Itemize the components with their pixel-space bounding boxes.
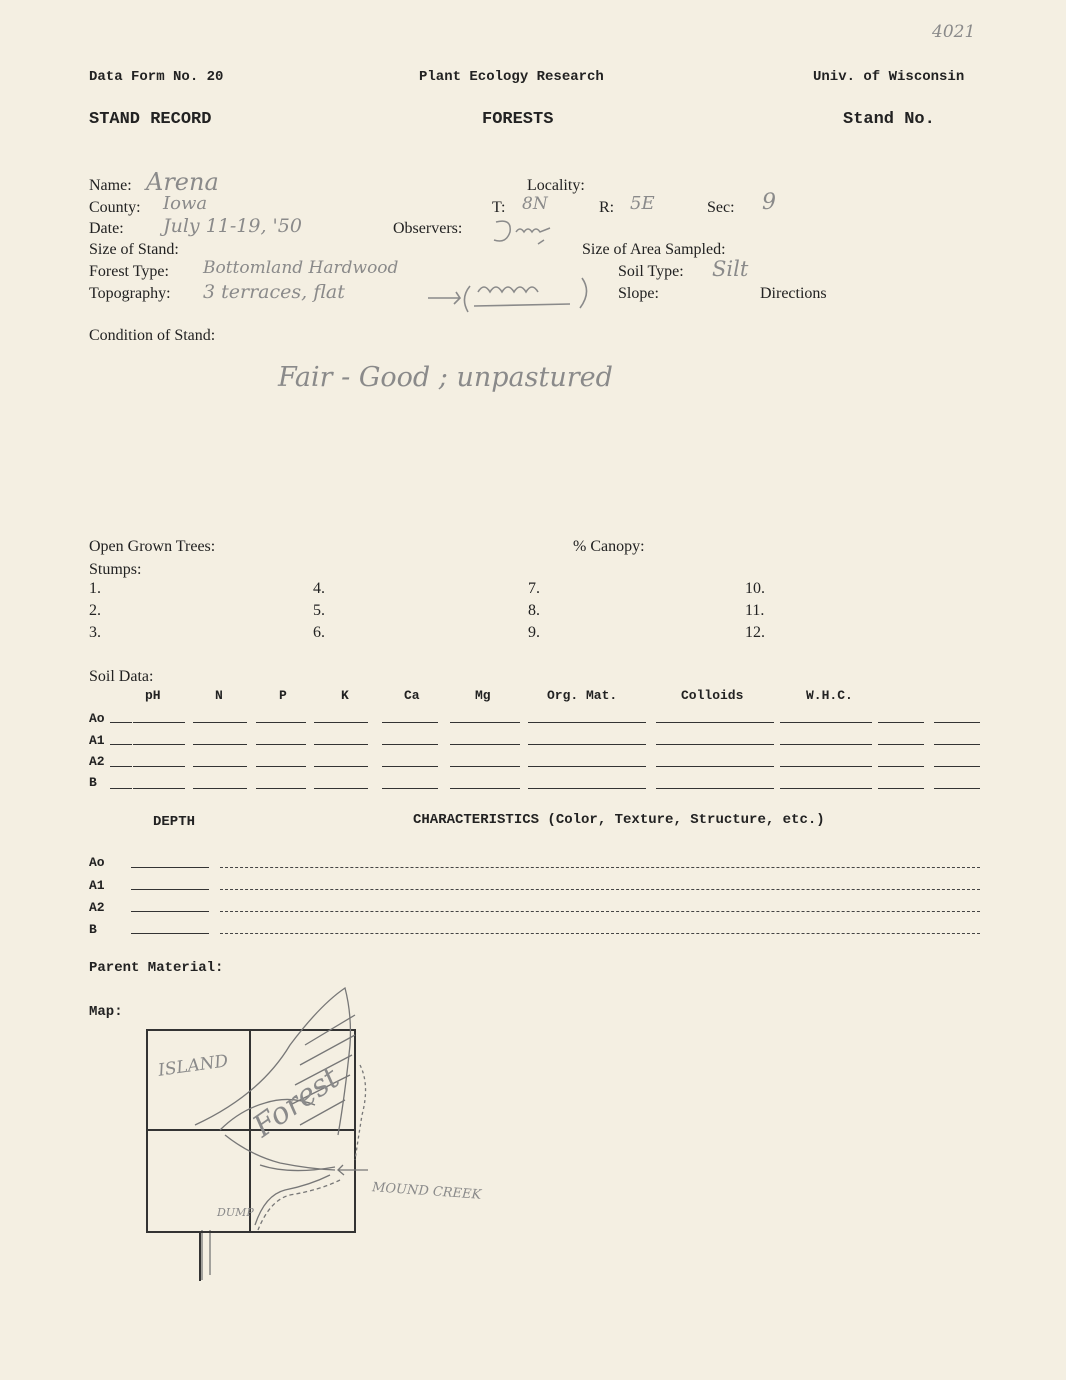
stump-number: 2. bbox=[89, 602, 101, 619]
soil-blank-line bbox=[110, 744, 132, 745]
stumps-label: Stumps: bbox=[89, 561, 142, 578]
soil-blank-line bbox=[934, 722, 980, 723]
map-label: Map: bbox=[89, 1004, 123, 1020]
depth-label: DEPTH bbox=[153, 814, 196, 830]
soil-row-label: A1 bbox=[89, 733, 105, 748]
township-value: 8N bbox=[522, 194, 548, 214]
soil-blank-line bbox=[528, 766, 646, 767]
soil-blank-line bbox=[256, 722, 306, 723]
stump-number: 9. bbox=[528, 624, 540, 641]
soil-col-colloids: Colloids bbox=[681, 688, 744, 703]
soil-blank-line bbox=[256, 744, 306, 745]
soil-data-label: Soil Data: bbox=[89, 668, 154, 685]
soil-blank-line bbox=[256, 766, 306, 767]
soil-row-label: B bbox=[89, 775, 97, 790]
soil-blank-line bbox=[780, 766, 872, 767]
university: Univ. of Wisconsin bbox=[813, 69, 965, 85]
section-label: Sec: bbox=[707, 199, 735, 216]
soil-blank-line bbox=[382, 722, 438, 723]
name-label: Name: bbox=[89, 177, 132, 194]
soil-blank-line bbox=[314, 788, 368, 789]
range-value: 5E bbox=[630, 193, 655, 214]
depth-row-label: A1 bbox=[89, 878, 105, 893]
range-label: R: bbox=[599, 199, 615, 216]
forest-type-value: Bottomland Hardwood bbox=[203, 258, 399, 278]
depth-row-label: B bbox=[89, 922, 97, 937]
size-of-stand-label: Size of Stand: bbox=[89, 241, 179, 258]
map-label-creek: MOUND CREEK bbox=[371, 1180, 482, 1203]
soil-blank-line bbox=[133, 744, 185, 745]
parent-material-label: Parent Material: bbox=[89, 960, 224, 976]
soil-col-whc: W.H.C. bbox=[806, 688, 853, 703]
soil-type-label: Soil Type: bbox=[618, 263, 684, 280]
soil-blank-line bbox=[382, 744, 438, 745]
soil-blank-line bbox=[934, 744, 980, 745]
stump-number: 7. bbox=[528, 580, 540, 597]
soil-blank-line bbox=[656, 722, 774, 723]
topography-scribble bbox=[420, 268, 620, 320]
soil-blank-line bbox=[193, 744, 247, 745]
characteristics-label: CHARACTERISTICS (Color, Texture, Structure, etc.) bbox=[413, 812, 825, 828]
soil-blank-line bbox=[934, 788, 980, 789]
county-value: Iowa bbox=[163, 193, 208, 214]
depth-row-label: Ao bbox=[89, 855, 105, 870]
name-value: Arena bbox=[146, 168, 219, 196]
map-label-forest: Forest bbox=[246, 1060, 347, 1145]
observers-signature bbox=[490, 214, 570, 254]
depth-blank bbox=[131, 889, 209, 890]
stump-number: 12. bbox=[745, 624, 765, 641]
depth-blank bbox=[131, 867, 209, 868]
characteristics-blank bbox=[220, 889, 980, 890]
stump-number: 8. bbox=[528, 602, 540, 619]
soil-blank-line bbox=[133, 766, 185, 767]
characteristics-blank bbox=[220, 933, 980, 934]
map-label-island: ISLAND bbox=[156, 1051, 230, 1081]
soil-blank-line bbox=[193, 722, 247, 723]
soil-blank-line bbox=[314, 744, 368, 745]
soil-blank-line bbox=[528, 722, 646, 723]
stump-number: 11. bbox=[745, 602, 765, 619]
soil-blank-line bbox=[382, 788, 438, 789]
soil-blank-line bbox=[878, 788, 924, 789]
forest-type-label: Forest Type: bbox=[89, 263, 169, 280]
township-label: T: bbox=[492, 199, 506, 216]
characteristics-blank bbox=[220, 867, 980, 868]
soil-blank-line bbox=[780, 744, 872, 745]
condition-label: Condition of Stand: bbox=[89, 327, 216, 344]
archive-number: 4021 bbox=[932, 22, 976, 42]
soil-col-org-mat: Org. Mat. bbox=[547, 688, 618, 703]
soil-blank-line bbox=[256, 788, 306, 789]
stump-number: 10. bbox=[745, 580, 765, 597]
topography-value: 3 terraces, flat bbox=[203, 281, 345, 303]
soil-blank-line bbox=[934, 766, 980, 767]
soil-blank-line bbox=[314, 722, 368, 723]
open-grown-trees-label: Open Grown Trees: bbox=[89, 538, 216, 555]
soil-blank-line bbox=[133, 722, 185, 723]
soil-col-n: N bbox=[215, 688, 223, 703]
stump-number: 4. bbox=[313, 580, 325, 597]
date-label: Date: bbox=[89, 220, 124, 237]
soil-blank-line bbox=[656, 766, 774, 767]
soil-blank-line bbox=[450, 744, 520, 745]
locality-label: Locality: bbox=[527, 177, 585, 194]
soil-blank-line bbox=[878, 744, 924, 745]
research-title: Plant Ecology Research bbox=[419, 69, 604, 85]
stump-number: 5. bbox=[313, 602, 325, 619]
soil-blank-line bbox=[780, 722, 872, 723]
county-label: County: bbox=[89, 199, 141, 216]
stand-map bbox=[140, 985, 520, 1290]
soil-blank-line bbox=[382, 766, 438, 767]
topography-label: Topography: bbox=[89, 285, 171, 302]
soil-blank-line bbox=[450, 722, 520, 723]
soil-blank-line bbox=[450, 788, 520, 789]
slope-label: Slope: bbox=[618, 285, 659, 302]
soil-blank-line bbox=[314, 766, 368, 767]
directions-label: Directions bbox=[760, 285, 827, 302]
soil-blank-line bbox=[878, 766, 924, 767]
soil-blank-line bbox=[133, 788, 185, 789]
soil-blank-line bbox=[193, 766, 247, 767]
soil-blank-line bbox=[780, 788, 872, 789]
stand-number-label: Stand No. bbox=[843, 110, 935, 129]
stump-number: 6. bbox=[313, 624, 325, 641]
form-number: Data Form No. 20 bbox=[89, 69, 224, 85]
soil-blank-line bbox=[110, 766, 132, 767]
soil-blank-line bbox=[656, 788, 774, 789]
soil-blank-line bbox=[110, 722, 132, 723]
soil-blank-line bbox=[193, 788, 247, 789]
record-title: STAND RECORD bbox=[89, 110, 212, 129]
size-of-area-label: Size of Area Sampled: bbox=[582, 241, 726, 258]
soil-col-p: P bbox=[279, 688, 287, 703]
map-label-dump: DUMP bbox=[217, 1206, 254, 1219]
soil-blank-line bbox=[656, 744, 774, 745]
depth-blank bbox=[131, 933, 209, 934]
canopy-label: % Canopy: bbox=[573, 538, 645, 555]
soil-col-mg: Mg bbox=[475, 688, 491, 703]
soil-blank-line bbox=[450, 766, 520, 767]
soil-blank-line bbox=[528, 788, 646, 789]
soil-row-label: A2 bbox=[89, 754, 105, 769]
soil-col-ph: pH bbox=[145, 688, 161, 703]
stump-number: 1. bbox=[89, 580, 101, 597]
depth-blank bbox=[131, 911, 209, 912]
depth-row-label: A2 bbox=[89, 900, 105, 915]
soil-type-value: Silt bbox=[712, 257, 749, 281]
soil-blank-line bbox=[528, 744, 646, 745]
soil-col-ca: Ca bbox=[404, 688, 420, 703]
category-title: FORESTS bbox=[482, 110, 554, 129]
characteristics-blank bbox=[220, 911, 980, 912]
observers-label: Observers: bbox=[393, 220, 463, 237]
condition-value: Fair - Good ; unpastured bbox=[278, 362, 613, 393]
soil-col-k: K bbox=[341, 688, 349, 703]
soil-blank-line bbox=[878, 722, 924, 723]
soil-blank-line bbox=[110, 788, 132, 789]
stump-number: 3. bbox=[89, 624, 101, 641]
soil-row-label: Ao bbox=[89, 711, 105, 726]
date-value: July 11-19, '50 bbox=[163, 215, 302, 237]
section-value: 9 bbox=[762, 190, 776, 215]
